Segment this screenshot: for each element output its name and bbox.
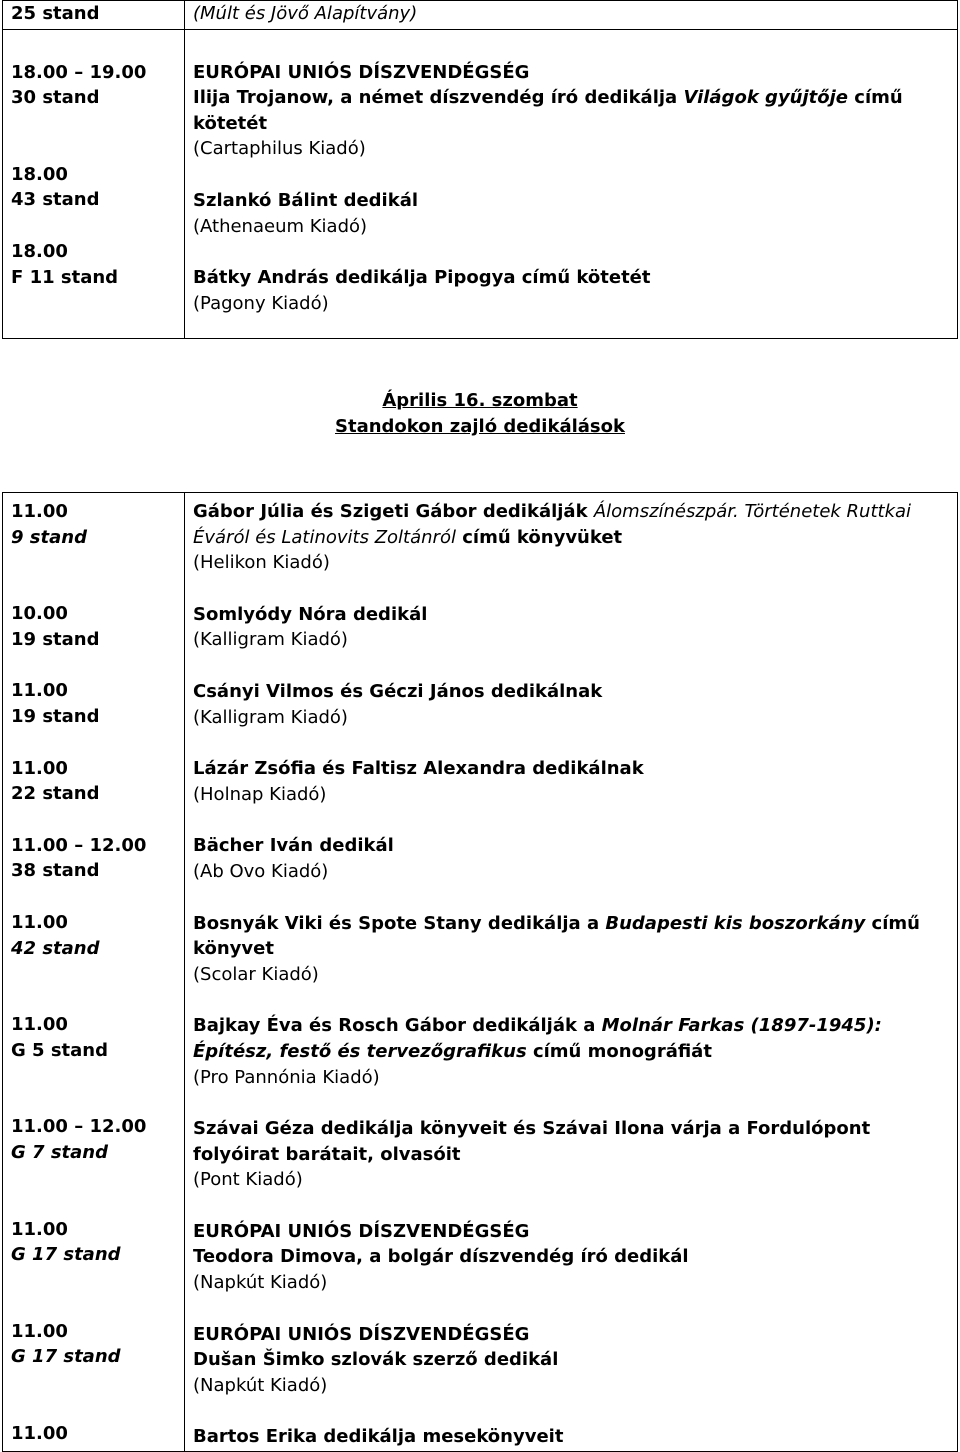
section-subtitle: Standokon zajló dedikálások bbox=[335, 416, 625, 437]
time-cell bbox=[3, 1, 185, 30]
schedule-table-bottom bbox=[2, 492, 958, 1452]
time-block bbox=[11, 213, 176, 290]
time-block: 11.00 G 17 stand bbox=[11, 1320, 121, 1368]
eu-guest-label: EURÓPAI UNIÓS DÍSZVENDÉGSÉG bbox=[193, 61, 530, 83]
event-time: 18.00 – 19.00 bbox=[11, 61, 147, 83]
event-time: 18.00 bbox=[11, 240, 68, 262]
event-block: Csányi Vilmos és Géczi János dedikálnak (Kalligram Kiadó) bbox=[193, 680, 603, 728]
table-row bbox=[3, 29, 958, 338]
event-stand: 43 stand bbox=[11, 189, 100, 211]
section-date: Április 16. szombat bbox=[382, 390, 578, 411]
section-heading bbox=[0, 388, 960, 440]
event-block bbox=[193, 239, 949, 316]
stand-label: 25 stand bbox=[11, 3, 100, 24]
publisher-label: (Pagony Kiadó) bbox=[193, 292, 329, 314]
event-block bbox=[193, 162, 949, 239]
time-block: 11.00 – 12.00 38 stand bbox=[11, 834, 147, 882]
event-block: EURÓPAI UNIÓS DÍSZVENDÉGSÉG Teodora Dimova, a bolgár díszvendég író dedikál (Napkút Kiadó) bbox=[193, 1220, 689, 1294]
event-cell bbox=[185, 29, 958, 338]
event-block: Lázár Zsófia és Faltisz Alexandra dedikálnak (Holnap Kiadó) bbox=[193, 758, 644, 805]
event-block: Gábor Júlia és Szigeti Gábor dedikálják Álomszínészpár. Történetek Ruttkai Éváról és Latinovits Zoltánról című könyvüket (Helikon Kiadó) bbox=[193, 501, 912, 574]
time-block bbox=[11, 34, 176, 111]
time-cell bbox=[3, 493, 185, 1452]
event-block bbox=[193, 34, 949, 162]
time-cell bbox=[3, 29, 185, 338]
event-description: Bátky András dedikálja Pipogya című kötetét bbox=[193, 267, 651, 289]
publisher-label: (Múlt és Jövő Alapítvány) bbox=[193, 3, 418, 24]
event-block: Bartos Erika dedikálja mesekönyveit bbox=[193, 1426, 564, 1448]
event-block: Bajkay Éva és Rosch Gábor dedikálják a Molnár Farkas (1897-1945): Építész, festő és tervezőgrafikus című monográfiát (Pro Pannónia Kiadó) bbox=[193, 1015, 882, 1088]
event-block: Bosnyák Viki és Spote Stany dedikálja a Budapesti kis boszorkány című könyvet (Scolar Kiadó) bbox=[193, 912, 920, 985]
time-block: 11.00 19 stand bbox=[11, 680, 100, 727]
event-block: Bächer Iván dedikál (Ab Ovo Kiadó) bbox=[193, 835, 394, 882]
time-block: 11.00 G 5 stand bbox=[11, 1014, 108, 1061]
table-row bbox=[3, 1, 958, 30]
time-block: 11.00 42 stand bbox=[11, 911, 100, 959]
schedule-table-top bbox=[2, 0, 958, 339]
event-description: Szlankó Bálint dedikál bbox=[193, 189, 419, 211]
publisher-label: (Cartaphilus Kiadó) bbox=[193, 138, 366, 160]
time-block: 11.00 9 stand bbox=[11, 501, 87, 548]
event-block: Szávai Géza dedikálja könyveit és Szávai Ilona várja a Fordulópont folyóirat barátait, olvasóit (Pont Kiadó) bbox=[193, 1118, 871, 1191]
event-description: Ilija Trojanow, a német díszvendég író dedikálja Világok gyűjtője című kötetét bbox=[193, 87, 903, 134]
event-block: EURÓPAI UNIÓS DÍSZVENDÉGSÉG Dušan Šimko szlovák szerző dedikál (Napkút Kiadó) bbox=[193, 1323, 559, 1396]
event-cell bbox=[185, 1, 958, 30]
event-time: 18.00 bbox=[11, 163, 68, 185]
event-stand: 30 stand bbox=[11, 87, 100, 109]
event-stand: F 11 stand bbox=[11, 266, 119, 288]
publisher-label: (Athenaeum Kiadó) bbox=[193, 215, 368, 237]
time-block: 11.00 22 stand bbox=[11, 757, 100, 805]
time-block: 11.00 bbox=[11, 1422, 68, 1444]
event-cell bbox=[185, 493, 958, 1452]
time-block: 11.00 G 17 stand bbox=[11, 1218, 121, 1266]
table-row bbox=[3, 493, 958, 1452]
time-block bbox=[11, 111, 176, 213]
time-block: 10.00 19 stand bbox=[11, 603, 100, 650]
time-block: 11.00 – 12.00 G 7 stand bbox=[11, 1116, 147, 1163]
event-block: Somlyódy Nóra dedikál (Kalligram Kiadó) bbox=[193, 603, 428, 651]
